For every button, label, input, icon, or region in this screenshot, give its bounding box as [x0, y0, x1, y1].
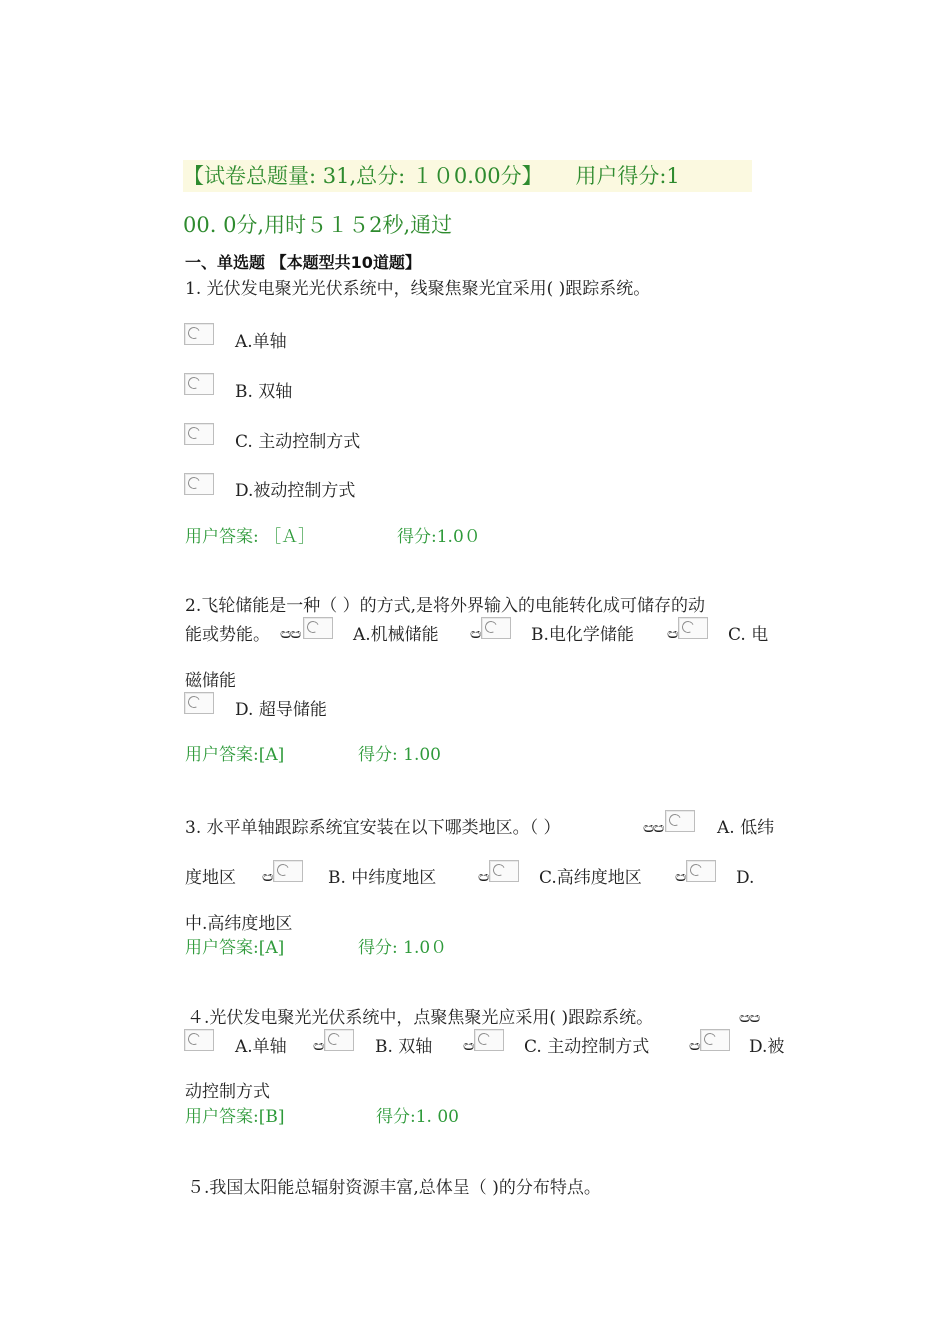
q3-option-d-label: D.: [736, 868, 755, 888]
q1-option-b-radio[interactable]: [184, 373, 214, 395]
q4-user-answer: 用户答案:[B]: [185, 1107, 285, 1127]
question-1-text: 1. 光伏发电聚光光伏系统中，线聚焦聚光宜采用( )跟踪系统。: [185, 279, 651, 299]
exam-summary-line-1: [183, 160, 752, 192]
q4-option-a-label: A.单轴: [235, 1037, 287, 1057]
q3-score: 得分: 1.0０: [358, 938, 448, 958]
q4-option-d-radio[interactable]: [700, 1029, 730, 1051]
q1-option-c-label: C. 主动控制方式: [235, 432, 361, 452]
q2-option-c-label-cont: 磁储能: [185, 671, 236, 691]
q2-option-a-label: A.机械储能: [353, 625, 439, 645]
q2-glyph-2: ඏ: [290, 626, 302, 642]
q3-user-answer: 用户答案:[A]: [185, 938, 285, 958]
q4-option-d-label: D.被: [749, 1037, 785, 1057]
question-2-text-cont: 能或势能。: [185, 625, 270, 645]
q2-option-d-radio[interactable]: [184, 692, 214, 714]
q3-option-d-radio[interactable]: [686, 860, 716, 882]
q4-glyph-2: ඏ: [749, 1010, 761, 1026]
exam-summary-totals: 【试卷总题量: 31,总分: １０0.00分】: [183, 164, 543, 188]
q3-glyph-1: ඏ: [643, 820, 655, 836]
q1-option-a-label: A.单轴: [235, 332, 287, 352]
q4-option-b-label: B. 双轴: [375, 1037, 433, 1057]
q4-glyph-5: ඏ: [689, 1038, 701, 1054]
q2-option-b-radio[interactable]: [481, 617, 511, 639]
q1-user-answer: 用户答案: ［Ａ］: [185, 527, 316, 547]
q3-option-c-label: C.高纬度地区: [539, 868, 642, 888]
q3-option-b-radio[interactable]: [273, 860, 303, 882]
q3-option-a-label: A. 低纬: [717, 818, 775, 838]
q3-option-c-radio[interactable]: [489, 860, 519, 882]
q4-score: 得分:1. 00: [376, 1107, 459, 1127]
q2-score: 得分: 1.00: [358, 745, 441, 765]
q4-glyph-1: ඏ: [739, 1010, 751, 1026]
q3-glyph-3: ඏ: [262, 869, 274, 885]
q3-glyph-4: ඏ: [478, 869, 490, 885]
q1-option-a-radio[interactable]: [184, 323, 214, 345]
q4-option-b-radio[interactable]: [324, 1029, 354, 1051]
q4-glyph-4: ඏ: [463, 1038, 475, 1054]
q2-glyph-3: ඏ: [470, 626, 482, 642]
q1-option-d-label: D.被动控制方式: [235, 481, 356, 501]
q2-glyph-1: ඏ: [280, 626, 292, 642]
q4-option-a-radio[interactable]: [184, 1029, 214, 1051]
q1-option-b-label: B. 双轴: [235, 382, 293, 402]
q2-glyph-4: ඏ: [667, 626, 679, 642]
question-2-text: 2.飞轮储能是一种（ ）的方式,是将外界输入的电能转化成可储存的动: [185, 596, 706, 616]
q1-option-c-radio[interactable]: [184, 423, 214, 445]
q2-user-answer: 用户答案:[A]: [185, 745, 285, 765]
q1-score: 得分:1.0０: [397, 527, 481, 547]
q3-option-b-label: B. 中纬度地区: [328, 868, 437, 888]
q3-glyph-5: ඏ: [675, 869, 687, 885]
q4-glyph-3: ඏ: [313, 1038, 325, 1054]
exam-summary-line-2: 00. 0分,用时５１５2秒,通过: [183, 213, 453, 237]
q1-option-d-radio[interactable]: [184, 473, 214, 495]
q3-option-a-radio[interactable]: [665, 810, 695, 832]
q2-option-c-radio[interactable]: [678, 617, 708, 639]
question-3-text: 3. 水平单轴跟踪系统宜安装在以下哪类地区。（ ）: [185, 818, 561, 838]
q2-option-d-label: D. 超导储能: [235, 700, 327, 720]
q4-option-c-label: C. 主动控制方式: [524, 1037, 650, 1057]
q2-option-a-radio[interactable]: [303, 617, 333, 639]
q2-option-b-label: B.电化学储能: [531, 625, 634, 645]
q4-option-c-radio[interactable]: [474, 1029, 504, 1051]
exam-summary-user-score: 用户得分:1: [575, 164, 680, 188]
section-title: 一、单选题 【本题型共10道题】: [185, 253, 421, 272]
question-4-text: ４.光伏发电聚光光伏系统中，点聚焦聚光应采用( )跟踪系统。: [187, 1008, 654, 1028]
question-3-text-cont: 度地区: [185, 868, 236, 888]
question-5-text: ５.我国太阳能总辐射资源丰富,总体呈（ )的分布特点。: [187, 1178, 601, 1198]
q2-option-c-label: C. 电: [728, 625, 769, 645]
q3-option-d-label-cont: 中.高纬度地区: [185, 914, 293, 934]
q3-glyph-2: ඏ: [653, 820, 665, 836]
q4-option-d-label-cont: 动控制方式: [185, 1082, 270, 1102]
